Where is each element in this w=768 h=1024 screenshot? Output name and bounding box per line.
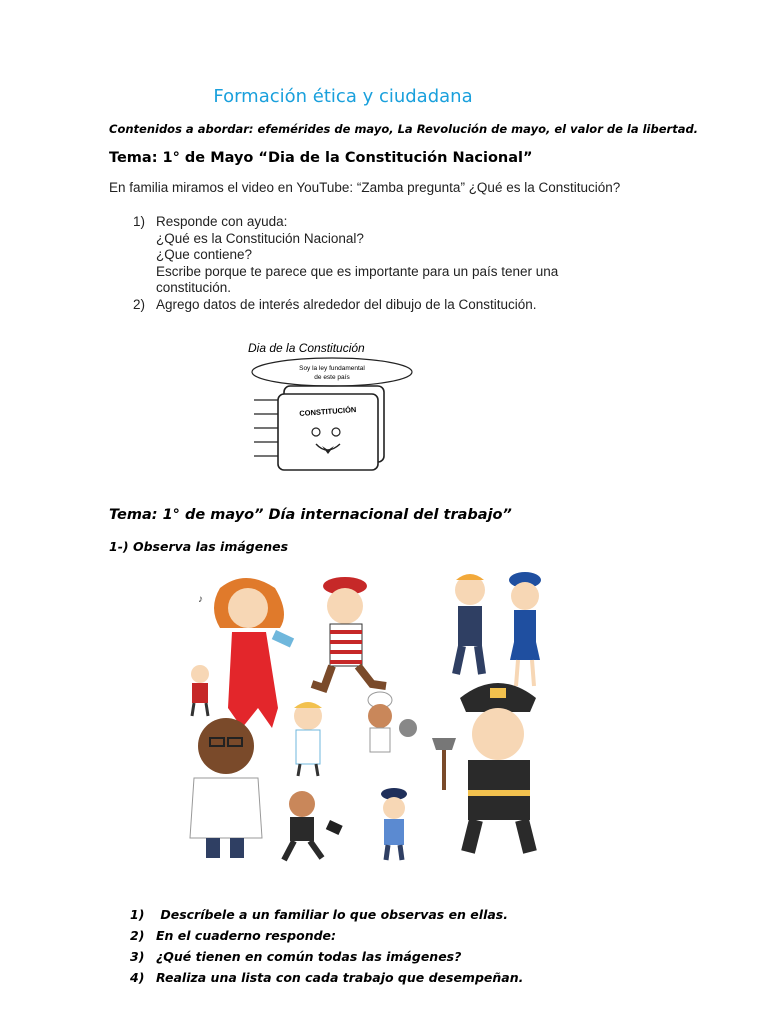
- list-item: [109, 297, 569, 314]
- mime-figure: [312, 577, 386, 688]
- item-number: 2): [130, 928, 145, 943]
- list-item: [130, 928, 523, 949]
- item-line: Responde con ayuda:: [156, 214, 288, 229]
- tema-constitucion-heading: Tema: 1° de Mayo “Dia de la Constitución Nacional”: [109, 150, 533, 166]
- trabajo-questions: [130, 907, 523, 991]
- item-line: Escribe porque te parece que es importante para un país tener una constitución.: [156, 263, 559, 295]
- item-line: ¿Que contiene?: [156, 247, 253, 262]
- item-text: ¿Qué tienen en común todas las imágenes?: [156, 949, 462, 964]
- item-text: Descríbele a un familiar lo que observas en ellas.: [156, 907, 508, 922]
- nurse-figure: [294, 702, 322, 776]
- doctor-figure: [190, 718, 262, 858]
- intro-text: En familia miramos el video en YouTube: “Zamba pregunta” ¿Qué es la Constitución?: [109, 180, 621, 195]
- firefighter-figure: [432, 683, 536, 852]
- constitucion-drawing: [240, 334, 420, 474]
- contenidos-line: Contenidos a abordar: efemérides de mayo, La Revolución de mayo, el valor de la libertad.: [109, 122, 699, 136]
- item-number: 4): [130, 970, 145, 985]
- waiter-figure: [191, 665, 209, 716]
- constitucion-questions: [109, 214, 569, 313]
- item-text: [156, 214, 569, 297]
- item-text: Realiza una lista con cada trabajo que desempeñan.: [156, 970, 524, 985]
- item-text: En el cuaderno responde:: [156, 928, 337, 943]
- tema-trabajo-heading: Tema: 1° de mayo” Día internacional del trabajo”: [109, 507, 512, 523]
- list-item: [130, 949, 523, 970]
- item-number: 1): [130, 907, 145, 922]
- workers-illustration: [180, 568, 580, 868]
- list-item: [130, 970, 523, 991]
- speech-bubble: [252, 358, 412, 386]
- item-number: 2): [133, 296, 146, 312]
- bubble-text: Soy la ley fundamental: [299, 365, 365, 372]
- bubble-text: de este país: [314, 374, 350, 381]
- list-item: [109, 214, 569, 297]
- item-number: 1): [133, 214, 146, 229]
- drawing-title: Dia de la Constitución: [248, 341, 365, 355]
- runner-figure: [284, 791, 343, 860]
- singer-figure: [198, 578, 294, 728]
- observa-label: 1-) Observa las imágenes: [109, 539, 289, 554]
- chef-figure: [368, 692, 417, 752]
- item-number: 3): [130, 949, 145, 964]
- item-line: ¿Qué es la Constitución Nacional?: [156, 230, 364, 246]
- item-text: Agrego datos de interés alrededor del dibujo de la Constitución.: [156, 296, 537, 312]
- list-item: [130, 907, 523, 928]
- svg-text:♪: ♪: [198, 594, 203, 605]
- businessman-figure: [455, 574, 485, 674]
- guard-figure: [381, 788, 407, 860]
- page-title: Formación ética y ciudadana: [213, 86, 473, 107]
- book-label: CONSTITUCIÓN: [299, 405, 357, 418]
- police-figure: [509, 572, 541, 686]
